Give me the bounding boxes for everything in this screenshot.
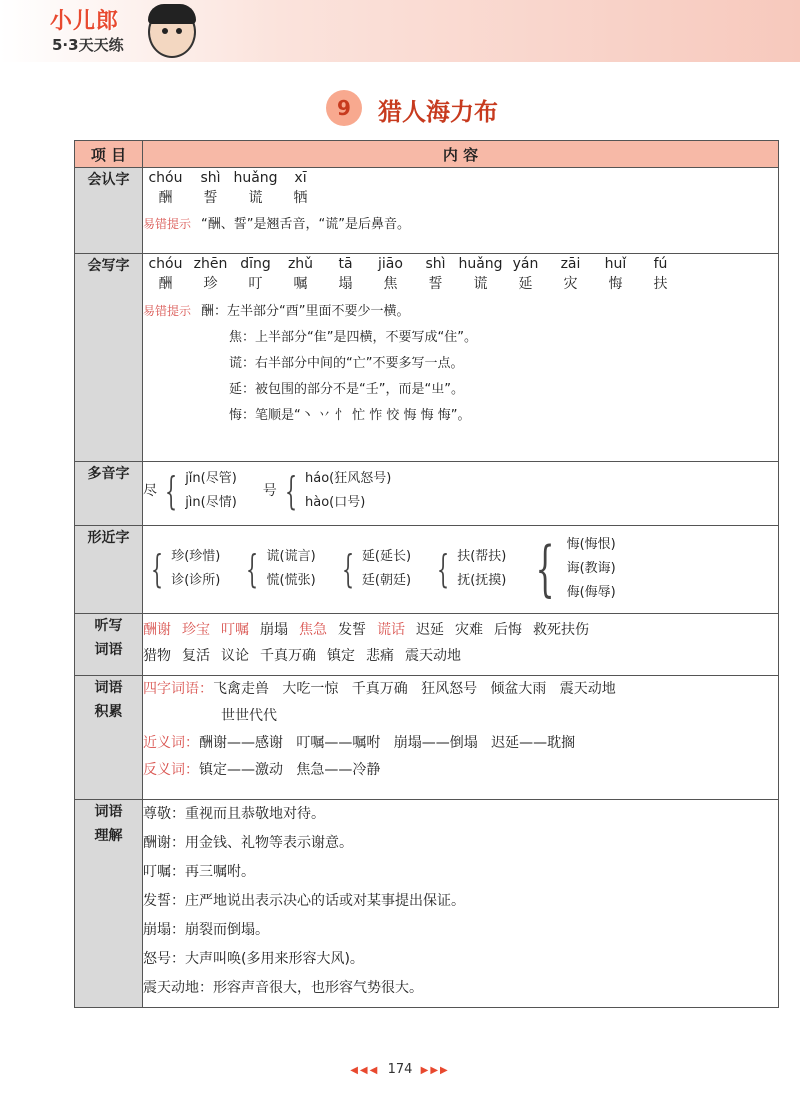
hint-line: 谎：右半部分中间的“亡”不要多写一点。 [229,356,464,371]
definition: 叮嘱：再三嘱咐。 [143,864,255,880]
hint-line: 焦：上半部分“隹”是四横，不要写成“住”。 [229,330,477,345]
label-huixiezi: 会写字 [75,254,143,462]
right-arrows-icon: ▶▶▶ [420,1065,450,1076]
antonyms: 反义词：镇定——激动 焦急——冷静 [143,762,381,778]
polyphone-char: 尽 [143,483,157,499]
similar-group: { 扶(帮扶) 抚(抚摸) [437,547,507,591]
summary-table [74,140,779,1008]
polyphone-readings: háo(狂风怒号) hào(口号) [304,471,392,510]
row-xingjinzi [75,526,779,614]
similar-group: { 延(延长) 廷(朝廷) [341,547,412,591]
brace-icon: { [165,469,178,513]
synonyms: 近义词：酬谢——感谢 叮嘱——嘱咐 崩塌——倒塌 迟延——耽搁 [143,735,576,751]
definition: 震天动地：形容声音很大，也形容气势很大。 [143,980,423,996]
polyphone-char: 号 [262,483,277,499]
hint-line: 延：被包围的部分不是“壬”，而是“㞢”。 [229,382,464,397]
label-tingxie: 听写 词语 [75,614,143,676]
lesson-number-badge: 9 [326,90,362,126]
row-tingxie [75,614,779,676]
dictation-row-1: 酬谢 珍宝 叮嘱 崩塌 焦急 发誓 谎话 迟延 灾难 后悔 救死扶伤 [143,622,589,638]
row-huirenzi [75,168,779,254]
label-huirenzi: 会认字 [75,168,143,254]
definition: 酬谢：用金钱、礼物等表示谢意。 [143,835,353,851]
hint-tag: 易错提示 [143,304,192,318]
logo-subtitle: 5·3天天练 [52,36,124,54]
header-content: 内 容 [143,141,779,168]
label-duoyinzi: 多音字 [75,462,143,526]
definition: 怒号：大声叫唤(多用来形容大风)。 [143,951,364,967]
content-tingxie [143,614,779,676]
similar-group: { 悔(悔恨) 诲(教诲) 侮(侮辱) [535,534,616,604]
definition: 发誓：庄严地说出表示决心的话或对某事提出保证。 [143,893,465,909]
hint-line: 悔：笔顺是“丶 丷 忄 忙 怍 恔 悔 悔 悔”。 [229,408,471,423]
row-duoyinzi [75,462,779,526]
hint-line: 易错提示 酬：左半部分“酉”里面不要少一横。 [143,304,410,319]
label-lijie: 词语 理解 [75,800,143,1008]
logo-title: 小儿郎 [50,9,120,34]
brand-logo [46,4,196,60]
page-footer [0,1062,800,1077]
row-lijie [75,800,779,1008]
hint-tag: 易错提示 [143,217,192,231]
similar-group: { 珍(珍惜) 诊(诊所) [151,547,221,591]
left-arrows-icon: ◀◀◀ [350,1065,380,1076]
content-lijie [143,800,779,1008]
char-row: 酬 誓 谎 牺 [158,190,308,206]
definition: 崩塌：崩裂而倒塌。 [143,922,269,938]
content-huirenzi [143,168,779,254]
char-row: 酬 珍 叮 嘱 塌 焦 誓 谎 延 灾 悔 扶 [158,276,668,292]
mascot-icon [148,6,196,58]
four-char-words-2: 世世代代 [221,708,277,724]
definition: 尊敬：重视而且恭敬地对待。 [143,806,325,822]
content-xingjinzi [143,526,779,614]
content-duoyinzi [143,462,779,526]
header-item: 项 目 [75,141,143,168]
four-char-words: 四字词语：飞禽走兽 大吃一惊 千真万确 狂风怒号 倾盆大雨 震天动地 [143,681,616,697]
dictation-row-2: 猎物 复活 议论 千真万确 镇定 悲痛 震天动地 [143,648,461,664]
row-huixiezi [75,254,779,462]
content-huixiezi [143,254,779,462]
lesson-title-text: 猎人海力布 [378,98,498,126]
polyphone-readings: jǐn(尽管) jìn(尽情) [185,471,237,510]
content-jilei [143,676,779,800]
page-number: 174 [387,1062,413,1077]
pinyin-row: chóu zhēn dīng zhǔ tā jiāo shì huǎng yán zāi huǐ fú [148,256,668,272]
similar-group: { 谎(谎言) 慌(慌张) [246,547,316,591]
hint-line: 易错提示 “酬、誓”是翘舌音，“谎”是后鼻音。 [143,217,410,232]
label-jilei: 词语 积累 [75,676,143,800]
pinyin-row: chóu shì huǎng xī [148,170,307,186]
row-jilei [75,676,779,800]
label-xingjinzi: 形近字 [75,526,143,614]
brace-icon: { [284,469,297,513]
